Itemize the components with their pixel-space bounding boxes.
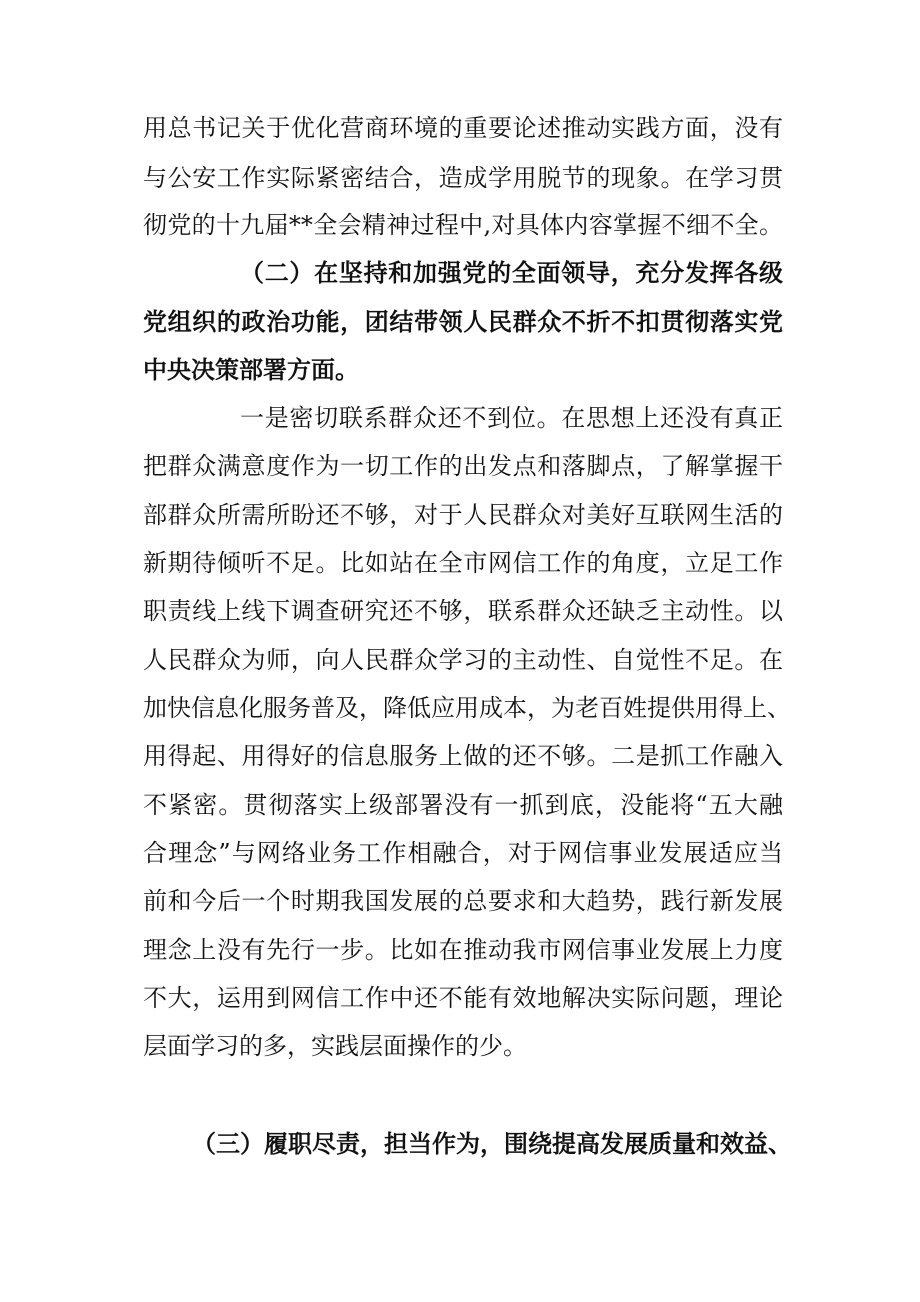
body-line-7: 一是密切联系群众还不到位。在思想上还没有真正	[240, 404, 783, 432]
body-line-15: 不紧密。贯彻落实上级部署没有一抓到底，没能将“五大融	[143, 791, 783, 819]
body-line-9: 部群众所需所盼还不够，对于人民群众对美好互联网生活的	[143, 501, 783, 529]
section-heading-2-line-2: 党组织的政治功能，团结带领人民群众不折不扣贯彻落实党	[143, 307, 783, 336]
body-line-1: 用总书记关于优化营商环境的重要论述推动实践方面，没有	[143, 114, 783, 142]
section-heading-2-line-1: （二）在坚持和加强党的全面领导，充分发挥各级	[240, 258, 783, 287]
body-line-10: 新期待倾听不足。比如站在全市网信工作的角度，立足工作	[143, 549, 783, 577]
body-line-13: 加快信息化服务普及，降低应用成本，为老百姓提供用得上、	[143, 694, 791, 722]
body-line-19: 不大，运用到网信工作中还不能有效地解决实际问题，理论	[143, 984, 783, 1012]
body-line-8: 把群众满意度作为一切工作的出发点和落脚点，了解掌握干	[143, 452, 783, 480]
body-line-18: 理念上没有先行一步。比如在推动我市网信事业发展上力度	[143, 936, 783, 964]
section-heading-3-line-1: （三）履职尽责，担当作为，围绕提高发展质量和效益、	[192, 1129, 792, 1158]
body-line-12: 人民群众为师，向人民群众学习的主动性、自觉性不足。在	[143, 646, 783, 674]
body-line-14: 用得起、用得好的信息服务上做的还不够。二是抓工作融入	[143, 742, 783, 770]
body-line-16: 合理念”与网络业务工作相融合，对于网信事业发展适应当	[143, 839, 783, 867]
body-line-17: 前和今后一个时期我国发展的总要求和大趋势，践行新发展	[143, 887, 783, 915]
body-line-2: 与公安工作实际紧密结合，造成学用脱节的现象。在学习贯	[143, 164, 783, 192]
body-line-20: 层面学习的多，实践层面操作的少。	[143, 1032, 527, 1060]
body-line-11: 职责线上线下调查研究还不够，联系群众还缺乏主动性。以	[143, 597, 783, 625]
section-heading-2-line-3: 中央决策部署方面。	[143, 355, 359, 384]
body-line-3: 彻党的十九届**全会精神过程中,对具体内容掌握不细不全。	[143, 211, 783, 239]
